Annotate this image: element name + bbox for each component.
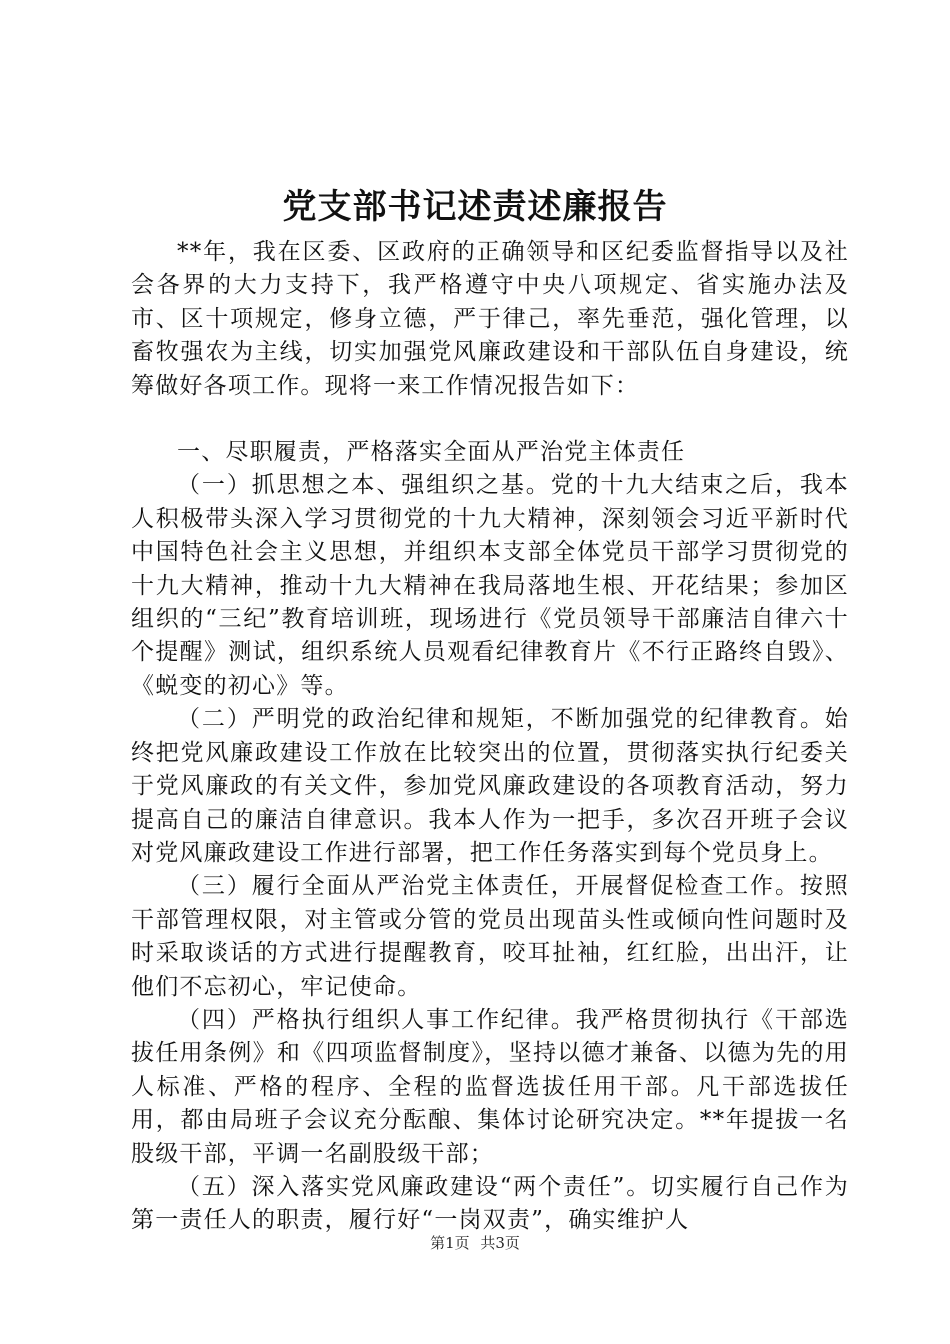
page-number: 第1页 (430, 1234, 470, 1252)
intro-paragraph: **年，我在区委、区政府的正确领导和区纪委监督指导以及社会各界的大力支持下，我严格遵守中央八项规定、省实施办法及市、区十项规定，修身立德，严于律己，率先垂范，强化管理，以畜牧强农为主线，切实加强党风廉政建设和干部队伍自身建设，统筹做好各项工作。现将一来工作情况报告如下： (131, 239, 849, 399)
paragraph-item-4: （四）严格执行组织人事工作纪律。我严格贯彻执行《干部选拔任用条例》和《四项监督制度》，坚持以德才兼备、以德为先的用人标准、严格的程序、全程的监督选拔任用干部。凡干部选拔任用，都由局班子会议充分酝酿、集体讨论研究决定。**年提拔一名股级干部，平调一名副股级干部； (131, 1006, 849, 1167)
paragraph-item-1: （一）抓思想之本、强组织之基。党的十九大结束之后，我本人积极带头深入学习贯彻党的十九大精神，深刻领会习近平新时代中国特色社会主义思想，并组织本支部全体党员干部学习贯彻党的十九大精神，推动十九大精神在我局落地生根、开花结果；参加区组织的“三纪”教育培训班，现场进行《党员领导干部廉洁自律六十个提醒》测试，组织系统人员观看纪律教育片《不行正路终自毁》、《蜕变的初心》等。 (131, 472, 849, 699)
document-title: 党支部书记述责述廉报告 (282, 187, 668, 227)
paragraph-item-5: （五）深入落实党风廉政建设“两个责任”。切实履行自己作为第一责任人的职责，履行好“一岗双责”，确实维护人 (131, 1173, 849, 1234)
paragraph-item-2: （二）严明党的政治纪律和规矩，不断加强党的纪律教育。始终把党风廉政建设工作放在比较突出的位置，贯彻落实执行纪委关于党风廉政的有关文件，参加党风廉政建设的各项教育活动，努力提高自己的廉洁自律意识。我本人作为一把手，多次召开班子会议对党风廉政建设工作进行部署，把工作任务落实到每个党员身上。 (131, 706, 849, 866)
page-footer (0, 1232, 950, 1254)
page-total: 共3页 (480, 1234, 520, 1252)
section-heading: 一、尽职履责，严格落实全面从严治党主体责任 (177, 439, 686, 466)
document-body (131, 236, 849, 1238)
paragraph-item-3: （三）履行全面从严治党主体责任，开展督促检查工作。按照干部管理权限，对主管或分管的党员出现苗头性或倾向性问题时及时采取谈话的方式进行提醒教育，咬耳扯袖，红红脸，出出汗，让他们不忘初心，牢记使命。 (131, 873, 849, 1000)
